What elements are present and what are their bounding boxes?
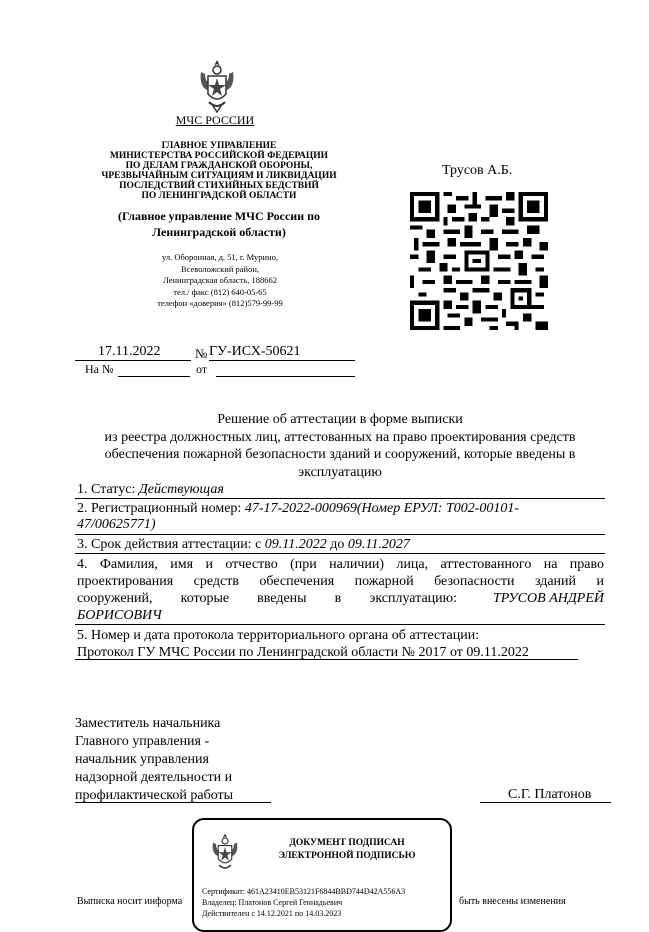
doc-date: 17.11.2022 bbox=[98, 344, 161, 359]
item-protocol: 5. Номер и дата протокола территориального органа об аттестации: Протокол ГУ МЧС России по Ленинградской области № 2017 от 09.11.2022 bbox=[77, 628, 529, 660]
stamp-details: Сертификат: 461A23410EB53121F6844BBD744D42A556A3 Владелец: Платонов Сергей Геннадьевич Действителен с 14.12.2021 по 14.03.2023 bbox=[202, 887, 406, 918]
number-underline bbox=[209, 360, 355, 361]
doc-number: ГУ-ИСХ-50621 bbox=[209, 344, 301, 359]
qr-code bbox=[410, 190, 548, 332]
signer-position: Заместитель начальника Главного управления - начальник управления надзорной деятельности и профилактической работы bbox=[75, 716, 234, 803]
on-no-label: На № bbox=[85, 362, 114, 376]
date-underline bbox=[75, 360, 191, 361]
from-underline bbox=[216, 376, 355, 377]
stamp-emblem-icon bbox=[210, 832, 240, 874]
org-abbrev: (Главное управление МЧС России по Ленинградской области) bbox=[117, 209, 321, 239]
signer-name: С.Г. Платонов bbox=[508, 787, 592, 802]
document-title: Решение об аттестации в форме выписки из реестра должностных лиц, аттестованных на право проектирования средств обеспечения пожарной безопасности зданий и сооружений, которые введены в эксплуатацию bbox=[104, 412, 576, 480]
item-status: 1. Статус: Действующая bbox=[77, 482, 224, 497]
item-term: 3. Срок действия аттестации: с 09.11.2022 до 09.11.2027 bbox=[77, 537, 410, 552]
doc-number-sign: № bbox=[195, 346, 208, 361]
item-reg-number: 2. Регистрационный номер: 47-17-2022-000969(Номер ЕРУЛ: T002-00101- 47/00625771) bbox=[77, 501, 520, 532]
e-signature-stamp bbox=[192, 818, 452, 932]
emblem-icon bbox=[197, 58, 237, 114]
footer-left: Выписка носит информа bbox=[77, 896, 183, 907]
org-full-name: ГЛАВНОЕ УПРАВЛЕНИЕ МИНИСТЕРСТВА РОССИЙСКОЙ ФЕДЕРАЦИИ ПО ДЕЛАМ ГРАЖДАНСКОЙ ОБОРОНЫ, ЧРЕЗВЫЧАЙНЫМ СИТУАЦИЯМ И ЛИКВИДАЦИИ ПОСЛЕДСТВИЙ СТИХИЙНЫХ БЕДСТВИЙ ПО ЛЕНИНГРАДСКОЙ ОБЛАСТИ bbox=[101, 141, 337, 201]
stamp-title: ДОКУМЕНТ ПОДПИСАН ЭЛЕКТРОННОЙ ПОДПИСЬЮ bbox=[278, 838, 416, 861]
on-no-underline bbox=[118, 376, 190, 377]
recipient-name: Трусов А.Б. bbox=[442, 163, 513, 178]
org-address: ул. Оборонная, д. 51, г. Мурино, Всеволожский район, Ленинградская область, 188662 тел./ факс (812) 640-05-65 телефон «доверия» (812)579-99-99 bbox=[157, 252, 283, 308]
item-fio: 4. Фамилия, имя и отчество (при наличии) лица, аттестованного на право проектирования средств обеспечения пожарной безопасности зданий и сооружений, которые введены в эксплуатацию: ТРУСОВ АНДРЕЙ БОРИСОВИЧ bbox=[77, 557, 604, 623]
from-label: от bbox=[196, 362, 208, 376]
org-short-name: МЧС РОССИИ bbox=[175, 113, 255, 127]
footer-right: быть внесены изменения bbox=[459, 896, 566, 907]
